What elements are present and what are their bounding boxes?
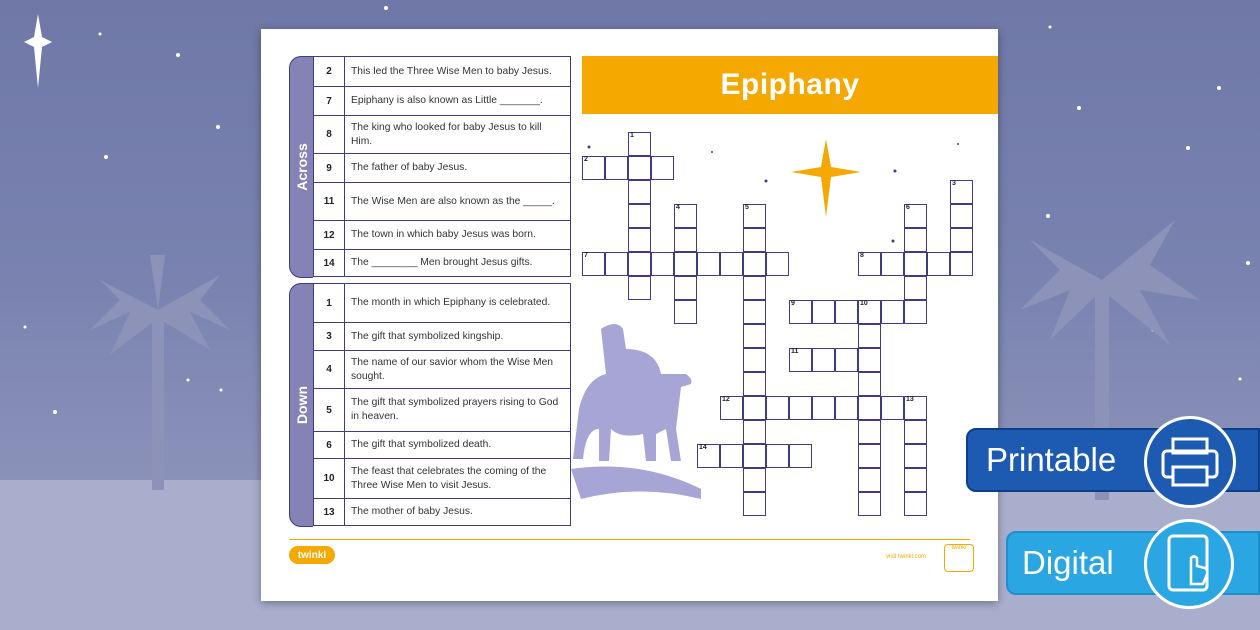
grid-cell[interactable] bbox=[812, 396, 835, 420]
clue-text: The father of baby Jesus. bbox=[351, 162, 468, 173]
grid-cell[interactable] bbox=[743, 372, 766, 396]
grid-cell[interactable] bbox=[927, 252, 950, 276]
grid-cell[interactable] bbox=[904, 396, 927, 420]
grid-cell[interactable] bbox=[582, 252, 605, 276]
grid-cell[interactable] bbox=[720, 396, 743, 420]
grid-cell[interactable] bbox=[858, 372, 881, 396]
grid-cell[interactable] bbox=[674, 204, 697, 228]
twinkl-logo: twinkl bbox=[289, 546, 335, 564]
cell-number: 13 bbox=[906, 396, 914, 403]
clue-number: 5 bbox=[314, 389, 345, 431]
grid-cell[interactable] bbox=[743, 348, 766, 372]
printable-button[interactable] bbox=[966, 428, 1260, 492]
grid-cell[interactable] bbox=[628, 228, 651, 252]
cell-number: 1 bbox=[630, 132, 634, 139]
quality-badge bbox=[944, 544, 974, 572]
grid-cell[interactable] bbox=[858, 420, 881, 444]
cell-number: 14 bbox=[699, 444, 707, 451]
cell-number: 9 bbox=[791, 300, 795, 307]
clue-text: The town in which baby Jesus was born. bbox=[351, 229, 536, 240]
grid-cell[interactable] bbox=[651, 252, 674, 276]
clue-text: The gift that symbolized death. bbox=[351, 439, 492, 450]
grid-cell[interactable] bbox=[743, 204, 766, 228]
camel-rider-illustration bbox=[571, 324, 701, 499]
grid-cell[interactable] bbox=[743, 420, 766, 444]
grid-cell[interactable] bbox=[904, 420, 927, 444]
grid-cell[interactable] bbox=[743, 468, 766, 492]
grid-cell[interactable] bbox=[628, 132, 651, 156]
grid-cell[interactable] bbox=[789, 444, 812, 468]
clue-text: The name of our savior whom the Wise Men sought. bbox=[351, 356, 554, 382]
grid-cell[interactable] bbox=[743, 252, 766, 276]
clue-text: The month in which Epiphany is celebrated. bbox=[351, 297, 551, 308]
cell-number: 8 bbox=[860, 252, 864, 259]
grid-cell[interactable] bbox=[720, 444, 743, 468]
grid-cell[interactable] bbox=[904, 204, 927, 228]
grid-cell[interactable] bbox=[628, 252, 651, 276]
clue-text: This led the Three Wise Men to baby Jesus. bbox=[351, 65, 552, 77]
printable-label: Printable bbox=[986, 441, 1117, 478]
clue-text: The mother of baby Jesus. bbox=[351, 506, 473, 517]
clue-text: The gift that symbolized prayers rising to God in heaven. bbox=[351, 397, 559, 422]
grid-cell[interactable] bbox=[743, 444, 766, 468]
clue-number: 4 bbox=[314, 351, 345, 388]
grid-cell[interactable] bbox=[582, 156, 605, 180]
digital-label: Digital bbox=[1022, 544, 1114, 581]
grid-cell[interactable] bbox=[628, 276, 651, 300]
down-label: Down bbox=[293, 385, 310, 425]
grid-cell[interactable] bbox=[835, 300, 858, 324]
grid-cell[interactable] bbox=[628, 156, 651, 180]
cell-number: 12 bbox=[722, 396, 730, 403]
grid-cell[interactable] bbox=[651, 156, 674, 180]
grid-cell[interactable] bbox=[881, 252, 904, 276]
grid-cell[interactable] bbox=[858, 492, 881, 516]
cell-number: 11 bbox=[791, 348, 799, 355]
clue-number: 3 bbox=[314, 323, 345, 350]
grid-cell[interactable] bbox=[835, 348, 858, 372]
digital-button[interactable] bbox=[1006, 531, 1260, 595]
grid-cell[interactable] bbox=[766, 444, 789, 468]
grid-cell[interactable] bbox=[812, 300, 835, 324]
cell-number: 2 bbox=[584, 156, 588, 163]
cell-number: 4 bbox=[676, 204, 680, 211]
grid-cell[interactable] bbox=[904, 300, 927, 324]
grid-cell[interactable] bbox=[605, 252, 628, 276]
footer-url: visit twinkl.com bbox=[886, 554, 927, 560]
grid-cell[interactable] bbox=[881, 396, 904, 420]
grid-cell[interactable] bbox=[743, 228, 766, 252]
grid-cell[interactable] bbox=[697, 444, 720, 468]
grid-cell[interactable] bbox=[904, 468, 927, 492]
grid-cell[interactable] bbox=[697, 252, 720, 276]
grid-cell[interactable] bbox=[835, 396, 858, 420]
badge-label: twinkl bbox=[951, 545, 967, 551]
grid-cell[interactable] bbox=[605, 156, 628, 180]
cell-number: 7 bbox=[584, 252, 588, 259]
clue-number: 10 bbox=[314, 459, 345, 498]
grid-cell[interactable] bbox=[904, 228, 927, 252]
grid-cell[interactable] bbox=[812, 348, 835, 372]
clue-number: 1 bbox=[314, 284, 345, 322]
clue-number: 9 bbox=[314, 154, 345, 182]
grid-cell[interactable] bbox=[743, 276, 766, 300]
grid-cell[interactable] bbox=[858, 444, 881, 468]
grid-cell[interactable] bbox=[904, 492, 927, 516]
palm-tree-left bbox=[90, 255, 230, 490]
grid-cell[interactable] bbox=[789, 396, 812, 420]
grid-cell[interactable] bbox=[743, 324, 766, 348]
page-title: Epiphany bbox=[720, 68, 860, 101]
clue-number: 2 bbox=[314, 57, 345, 86]
grid-cell[interactable] bbox=[674, 300, 697, 324]
clue-number: 13 bbox=[314, 499, 345, 525]
clue-text: The ________ Men brought Jesus gifts. bbox=[351, 257, 533, 268]
grid-cell[interactable] bbox=[789, 300, 812, 324]
grid-cell[interactable] bbox=[950, 180, 973, 204]
tablet-icon bbox=[1144, 519, 1234, 609]
grid-cell[interactable] bbox=[858, 252, 881, 276]
grid-cell[interactable] bbox=[904, 252, 927, 276]
grid-cell[interactable] bbox=[858, 324, 881, 348]
bethlehem-star-icon bbox=[791, 139, 861, 217]
clue-text: The Wise Men are also known as the _____. bbox=[351, 195, 555, 207]
worksheet bbox=[261, 29, 998, 601]
grid-cell[interactable] bbox=[766, 252, 789, 276]
printer-icon bbox=[1144, 416, 1236, 508]
cell-number: 10 bbox=[860, 300, 868, 307]
grid-cell[interactable] bbox=[904, 444, 927, 468]
grid-cell[interactable] bbox=[858, 348, 881, 372]
clue-text: The king who looked for baby Jesus to kill Him. bbox=[351, 121, 542, 147]
clue-number: 12 bbox=[314, 221, 345, 249]
clue-number: 7 bbox=[314, 87, 345, 115]
clue-text: The gift that symbolized kingship. bbox=[351, 330, 504, 342]
star-icon bbox=[24, 14, 52, 88]
grid-cell[interactable] bbox=[950, 204, 973, 228]
grid-cell[interactable] bbox=[858, 468, 881, 492]
grid-cell[interactable] bbox=[904, 276, 927, 300]
grid-cell[interactable] bbox=[881, 300, 904, 324]
clue-number: 6 bbox=[314, 432, 345, 458]
grid-cell[interactable] bbox=[858, 300, 881, 324]
cell-number: 5 bbox=[745, 204, 749, 211]
grid-cell[interactable] bbox=[766, 396, 789, 420]
clue-number: 14 bbox=[314, 250, 345, 276]
grid-cell[interactable] bbox=[674, 228, 697, 252]
across-label: Across bbox=[293, 143, 310, 191]
clue-number: 11 bbox=[314, 183, 345, 220]
grid-cell[interactable] bbox=[858, 396, 881, 420]
grid-cell[interactable] bbox=[950, 252, 973, 276]
grid-cell[interactable] bbox=[743, 300, 766, 324]
grid-cell[interactable] bbox=[743, 396, 766, 420]
grid-cell[interactable] bbox=[720, 252, 743, 276]
grid-cell[interactable] bbox=[628, 180, 651, 204]
clue-number: 8 bbox=[314, 116, 345, 153]
grid-cell[interactable] bbox=[950, 228, 973, 252]
grid-cell[interactable] bbox=[789, 348, 812, 372]
grid-cell[interactable] bbox=[674, 252, 697, 276]
grid-cell[interactable] bbox=[743, 492, 766, 516]
grid-cell[interactable] bbox=[674, 276, 697, 300]
clue-text: Epiphany is also known as Little _______. bbox=[351, 95, 543, 106]
cell-number: 3 bbox=[952, 180, 956, 187]
grid-cell[interactable] bbox=[628, 204, 651, 228]
clue-text: The feast that celebrates the coming of the Three Wise Men to visit Jesus. bbox=[351, 465, 547, 491]
cell-number: 6 bbox=[906, 204, 910, 211]
footer-divider bbox=[289, 539, 970, 540]
